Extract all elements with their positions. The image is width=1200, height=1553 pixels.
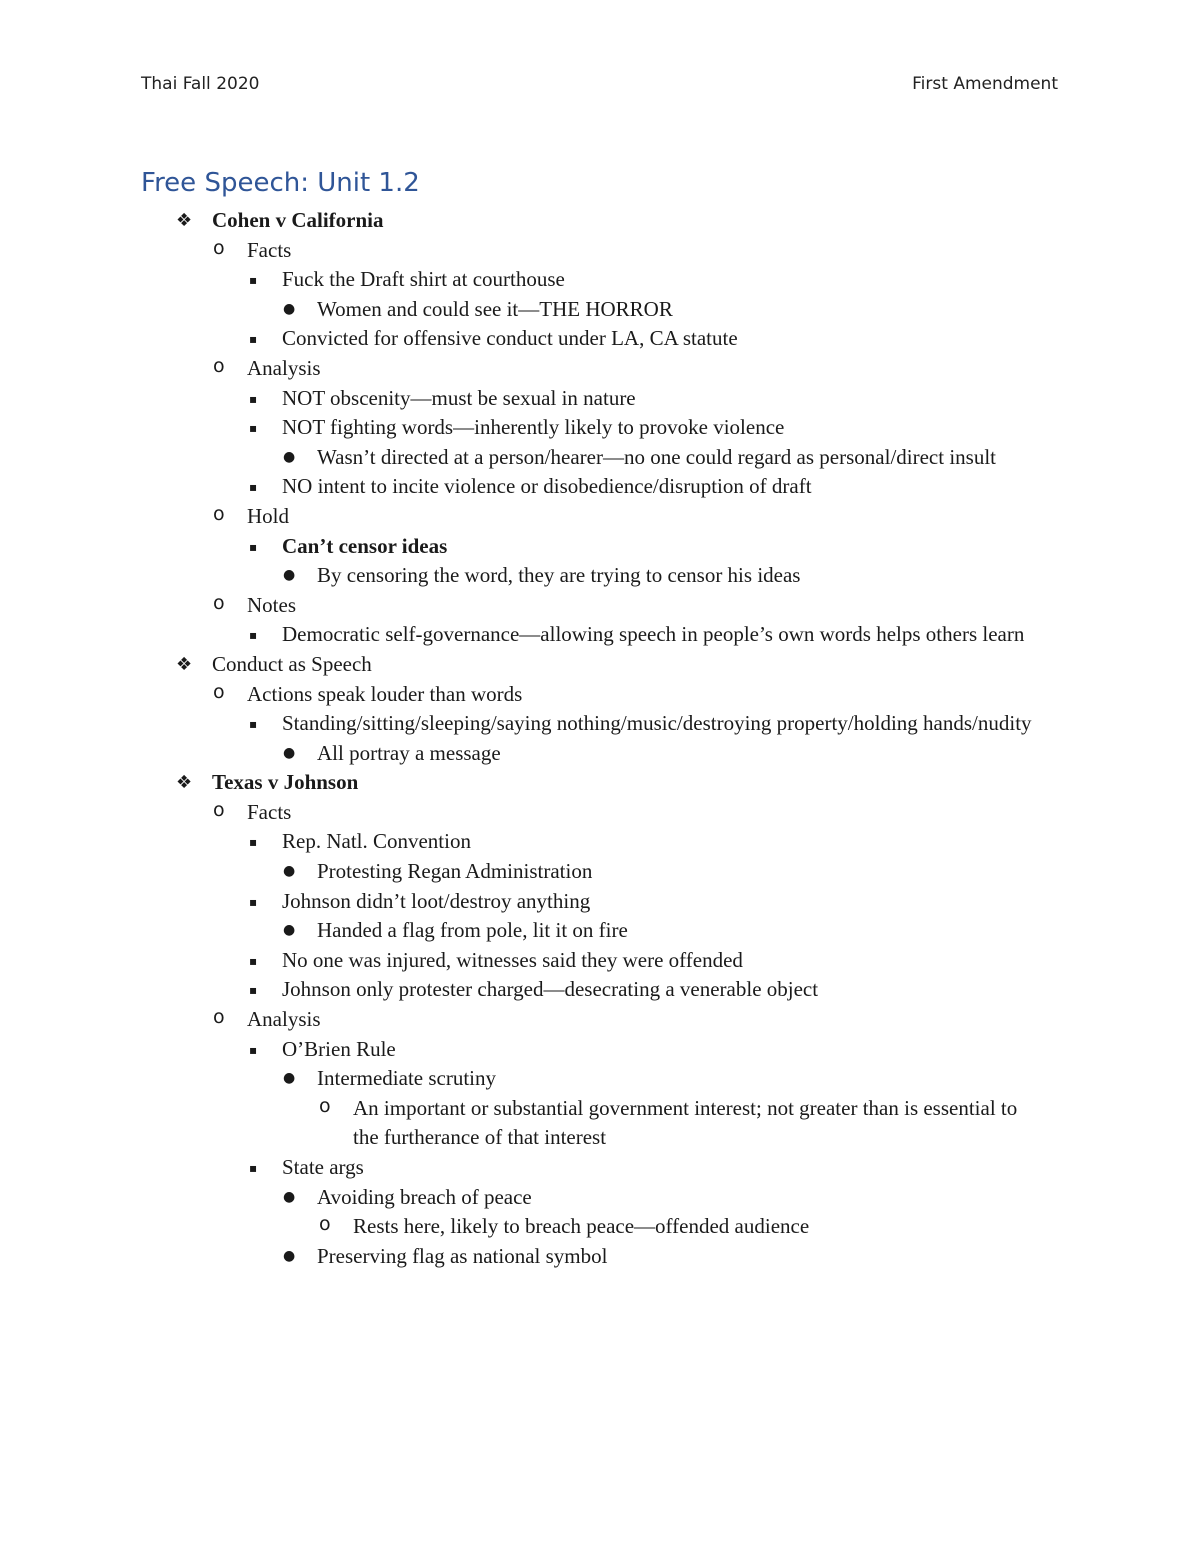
outline-item-text: Johnson only protester charged—desecrating a venerable object [282, 977, 819, 1002]
outline-item-level-2 [249, 1035, 1052, 1065]
circle-bullet-icon: o [319, 1094, 331, 1117]
diamond-bullet-icon: ❖ [176, 210, 193, 231]
outline-item-level-3 [283, 1242, 1037, 1272]
dot-bullet-icon: ● [283, 922, 296, 939]
header-right-text: First Amendment [912, 74, 1058, 94]
outline-item-text: No one was injured, witnesses said they were offended [282, 947, 743, 972]
square-bullet-icon: ▪ [249, 835, 258, 850]
outline-item-text: Can’t censor ideas [282, 533, 448, 558]
outline-item-text: Rests here, likely to breach peace—offended audience [353, 1214, 810, 1239]
outline-item-text: Preserving flag as national symbol [317, 1243, 608, 1268]
dot-bullet-icon: ● [283, 448, 296, 465]
outline-item-level-1 [213, 1005, 1047, 1035]
outline-item-level-3 [283, 1183, 1037, 1213]
outline-item-text: Women and could see it—THE HORROR [317, 296, 673, 321]
outline-item-level-0 [176, 768, 1052, 798]
circle-bullet-icon: o [319, 1213, 331, 1236]
square-bullet-icon: ▪ [249, 273, 258, 288]
diamond-bullet-icon: ❖ [176, 772, 193, 794]
square-bullet-icon: ▪ [249, 717, 258, 732]
outline-item-text: Avoiding breach of peace [317, 1184, 532, 1209]
outline-item-text: Hold [247, 503, 289, 528]
outline-item-level-2 [249, 827, 1052, 857]
outline-item-level-1 [213, 798, 1047, 828]
circle-bullet-icon: o [213, 236, 225, 259]
outline-item-text: Notes [247, 592, 296, 617]
outline-item-text: Facts [247, 237, 292, 262]
outline-item-text: An important or substantial government interest; not greater than is essential to the furtherance of that interest [353, 1095, 1018, 1150]
outline-item-text: Texas v Johnson [212, 770, 359, 795]
square-bullet-icon: ▪ [249, 953, 258, 968]
outline-item-text: Johnson didn’t loot/destroy anything [282, 888, 591, 913]
outline-item-level-3 [283, 857, 1037, 887]
outline-item-level-2 [249, 620, 1052, 650]
outline-item-level-2 [249, 265, 1052, 295]
outline-item-level-1 [213, 591, 1047, 621]
outline-item-level-2 [249, 324, 1052, 354]
outline-item-level-2 [249, 1153, 1052, 1183]
outline-item-text: Facts [247, 799, 292, 824]
outline-item-level-2 [249, 532, 1052, 562]
header-left-text: Thai Fall 2020 [141, 74, 260, 94]
circle-bullet-icon: o [213, 354, 225, 377]
outline-item-text: Intermediate scrutiny [317, 1066, 497, 1091]
outline-item-level-3 [283, 739, 1037, 769]
outline-item-text: Cohen v California [212, 208, 384, 232]
outline-item-text: NO intent to incite violence or disobedience/disruption of draft [282, 474, 812, 499]
outline-item-level-2 [249, 384, 1052, 414]
outline-item-level-2 [249, 975, 1052, 1005]
outline-item-text: Conduct as Speech [212, 651, 372, 676]
outline-item-level-1 [213, 502, 1047, 532]
dot-bullet-icon: ● [283, 744, 296, 761]
outline-item-level-4 [319, 1094, 1043, 1153]
circle-bullet-icon: o [213, 798, 225, 821]
square-bullet-icon: ▪ [249, 480, 258, 495]
outline-item-text: O’Brien Rule [282, 1036, 396, 1061]
dot-bullet-icon: ● [283, 1070, 296, 1087]
outline-item-level-2 [249, 413, 1052, 443]
outline-item-text: Analysis [247, 1007, 321, 1032]
outline-item-level-4 [319, 1212, 1043, 1242]
outline-item-text: Fuck the Draft shirt at courthouse [282, 267, 565, 292]
outline-item-level-1 [213, 680, 1047, 710]
outline-item-text: Rep. Natl. Convention [282, 829, 471, 854]
section-heading: Free Speech: Unit 1.2 [141, 168, 420, 198]
circle-bullet-icon: o [213, 680, 225, 703]
circle-bullet-icon: o [213, 502, 225, 525]
outline-item-level-3 [283, 443, 1037, 473]
dot-bullet-icon: ● [283, 1188, 296, 1205]
outline-item-text: NOT obscenity—must be sexual in nature [282, 385, 636, 410]
outline-item-text: Handed a flag from pole, lit it on fire [317, 918, 628, 943]
outline-item-level-2 [249, 709, 1052, 739]
dot-bullet-icon: ● [283, 1247, 296, 1264]
outline-item-text: By censoring the word, they are trying to censor his ideas [317, 563, 801, 588]
square-bullet-icon: ▪ [249, 539, 258, 554]
circle-bullet-icon: o [213, 1006, 225, 1029]
square-bullet-icon: ▪ [249, 1042, 258, 1057]
outline-item-level-3 [283, 295, 1037, 325]
square-bullet-icon: ▪ [249, 391, 258, 406]
outline-item-level-0 [176, 650, 1052, 680]
outline-item-text: Democratic self-governance—allowing speech in people’s own words helps others learn [282, 622, 1025, 647]
dot-bullet-icon: ● [283, 567, 296, 584]
square-bullet-icon: ▪ [249, 421, 258, 436]
outline-item-text: Analysis [247, 355, 321, 380]
square-bullet-icon: ▪ [249, 894, 258, 909]
dot-bullet-icon: ● [283, 863, 296, 880]
outline-item-text: Protesting Regan Administration [317, 859, 593, 884]
outline-item-level-2 [249, 887, 1052, 917]
outline-item-text: Standing/sitting/sleeping/saying nothing/music/destroying property/holding hands/nudity [282, 711, 1032, 736]
outline-item-level-2 [249, 946, 1052, 976]
dot-bullet-icon: ● [283, 300, 296, 317]
square-bullet-icon: ▪ [249, 332, 258, 347]
outline-item-level-3 [283, 561, 1037, 591]
square-bullet-icon: ▪ [249, 983, 258, 998]
outline-item-level-3 [283, 1064, 1037, 1094]
outline-item-level-1 [213, 236, 1047, 266]
outline-item-text: Actions speak louder than words [247, 681, 523, 706]
outline-item-level-3 [283, 916, 1037, 946]
outline-item-level-1 [213, 354, 1047, 384]
circle-bullet-icon: o [213, 591, 225, 614]
square-bullet-icon: ▪ [249, 628, 258, 643]
outline-item-text: Wasn’t directed at a person/hearer—no one could regard as personal/direct insult [317, 444, 997, 469]
diamond-bullet-icon: ❖ [176, 653, 193, 675]
outline-item-text: Convicted for offensive conduct under LA, CA statute [282, 326, 738, 351]
square-bullet-icon: ▪ [249, 1161, 258, 1175]
outline-item-level-0 [176, 206, 1052, 236]
outline-list [0, 206, 1200, 1271]
outline-item-text: NOT fighting words—inherently likely to provoke violence [282, 415, 785, 440]
outline-item-text: All portray a message [317, 740, 501, 765]
outline-item-text: State args [282, 1155, 364, 1179]
outline-item-level-2 [249, 472, 1052, 502]
